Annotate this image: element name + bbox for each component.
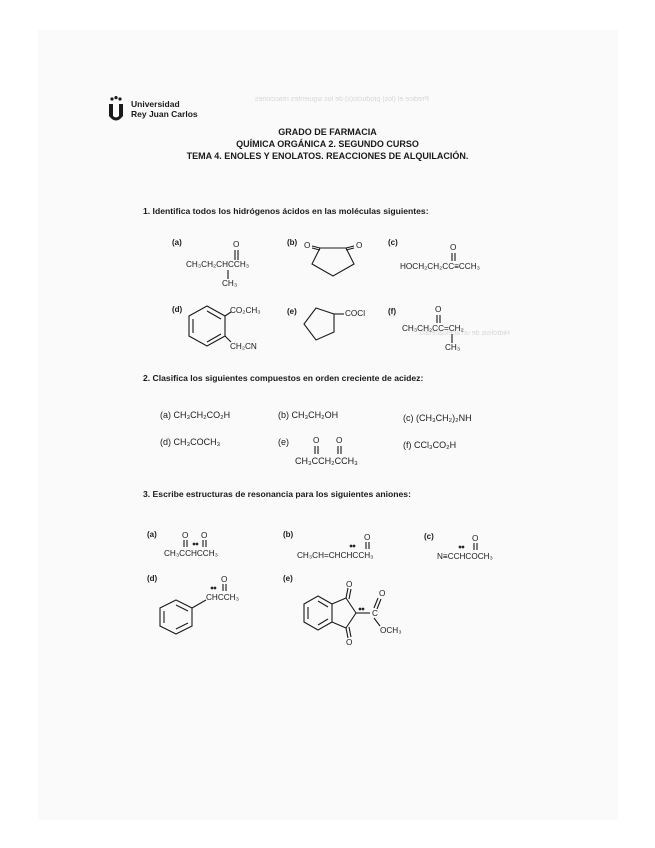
q1a-oxygen: O [233,240,240,249]
q1d-benzene-ring [185,302,235,352]
q3c-oxygen: O [472,534,479,543]
q1f-branch: CH₃ [445,343,461,352]
q3a-formula: CH₃CCHCCH₃ [164,549,218,558]
q3d-oxygen: O [221,575,228,584]
bleed-through-text-2: Hidrólisis de un acetoacetato [420,330,510,337]
q1b-oxygen-right: O [356,241,363,250]
q2e-label: (e) [278,437,289,447]
q1c-formula: HOCH₂CH₂CC≡CCH₃ [400,262,480,271]
q2f-compound: (f) CCl₃CO₂H [403,440,457,450]
q2c-compound: (c) (CH₃CH₂)₂NH [403,413,472,423]
q3c-formula: N≡CCHCOCH₃ [437,552,493,561]
q3d-chain: CHCCH₃ [206,593,239,602]
q1e-acyl-chloride: COCl [345,309,366,318]
q1f-label: (f) [388,307,396,316]
university-name-line1: Universidad [131,99,180,109]
q2e-oxygen-2: O [336,436,343,445]
question-2-title: 2. Clasifica los siguientes compuestos en orden creciente de acidez: [143,373,424,383]
q1c-label: (c) [388,238,398,247]
q2b-compound: (b) CH₃CH₂OH [278,410,339,420]
q3e-oxygen-bottom: O [346,638,353,647]
q3b-label: (b) [283,530,294,539]
university-name-line2: Rey Juan Carlos [131,109,198,119]
q3e-carbon: C [372,609,378,618]
q3a-oxygen-1: O [182,531,189,540]
q3d-label: (d) [147,574,158,583]
q1d-label: (d) [172,305,183,314]
university-logo [106,96,126,124]
q1a-formula: CH₃CH₂CHCCH₃ [186,260,250,269]
q3e-ester-oxygen: O [379,589,386,598]
q1a-branch: CH₃ [222,279,238,288]
q1a-label: (a) [172,238,182,247]
q1b-label: (b) [287,238,298,247]
q3e-label: (e) [283,574,293,583]
q3b-oxygen: O [364,533,371,542]
q1c-oxygen: O [450,243,457,252]
q1f-formula: CH₃CH₂CC=CH₂ [402,324,464,333]
q1d-ester-group: CO₂CH₃ [230,306,261,315]
q3d-benzene-ring [158,596,212,642]
q3a-oxygen-2: O [201,531,208,540]
topic-title: TEMA 4. ENOLES Y ENOLATOS. REACCIONES DE ALQUILACIÓN. [186,151,469,161]
q1e-label: (e) [287,307,297,316]
q1f-oxygen: O [435,305,442,314]
q3e-oxygen-top: O [346,580,353,589]
q3e-methoxy: OCH₃ [380,626,402,635]
q2e-formula: CH₃CCH₂CCH₃ [295,456,358,466]
q3c-label: (c) [424,532,434,541]
q2e-carbonyl-bonds [311,446,347,456]
q1d-nitrile-group: CH₂CN [230,342,257,351]
q2d-compound: (d) CH₃COCH₃ [160,437,221,447]
q2e-oxygen-1: O [313,436,320,445]
q3a-label: (a) [147,530,157,539]
university-name [131,99,198,119]
question-1-title: 1. Identifica todos los hidrógenos ácidos en las moléculas siguientes: [143,206,429,216]
q1b-oxygen-left: O [304,241,311,250]
q3b-formula: CH₃CH=CHCHCCH₃ [297,551,374,560]
q2a-compound: (a) CH₃CH₂CO₂H [160,410,231,420]
question-3-title: 3. Escribe estructuras de resonancia para los siguientes aniones: [143,489,411,499]
bleed-through-text: Predice el (los) producto(s) de los siguientes reacciones [255,96,429,103]
q1e-cyclopentane-ring [300,304,350,344]
course-title: QUÍMICA ORGÁNICA 2. SEGUNDO CURSO [236,139,419,149]
degree-title: GRADO DE FARMACIA [278,127,377,137]
